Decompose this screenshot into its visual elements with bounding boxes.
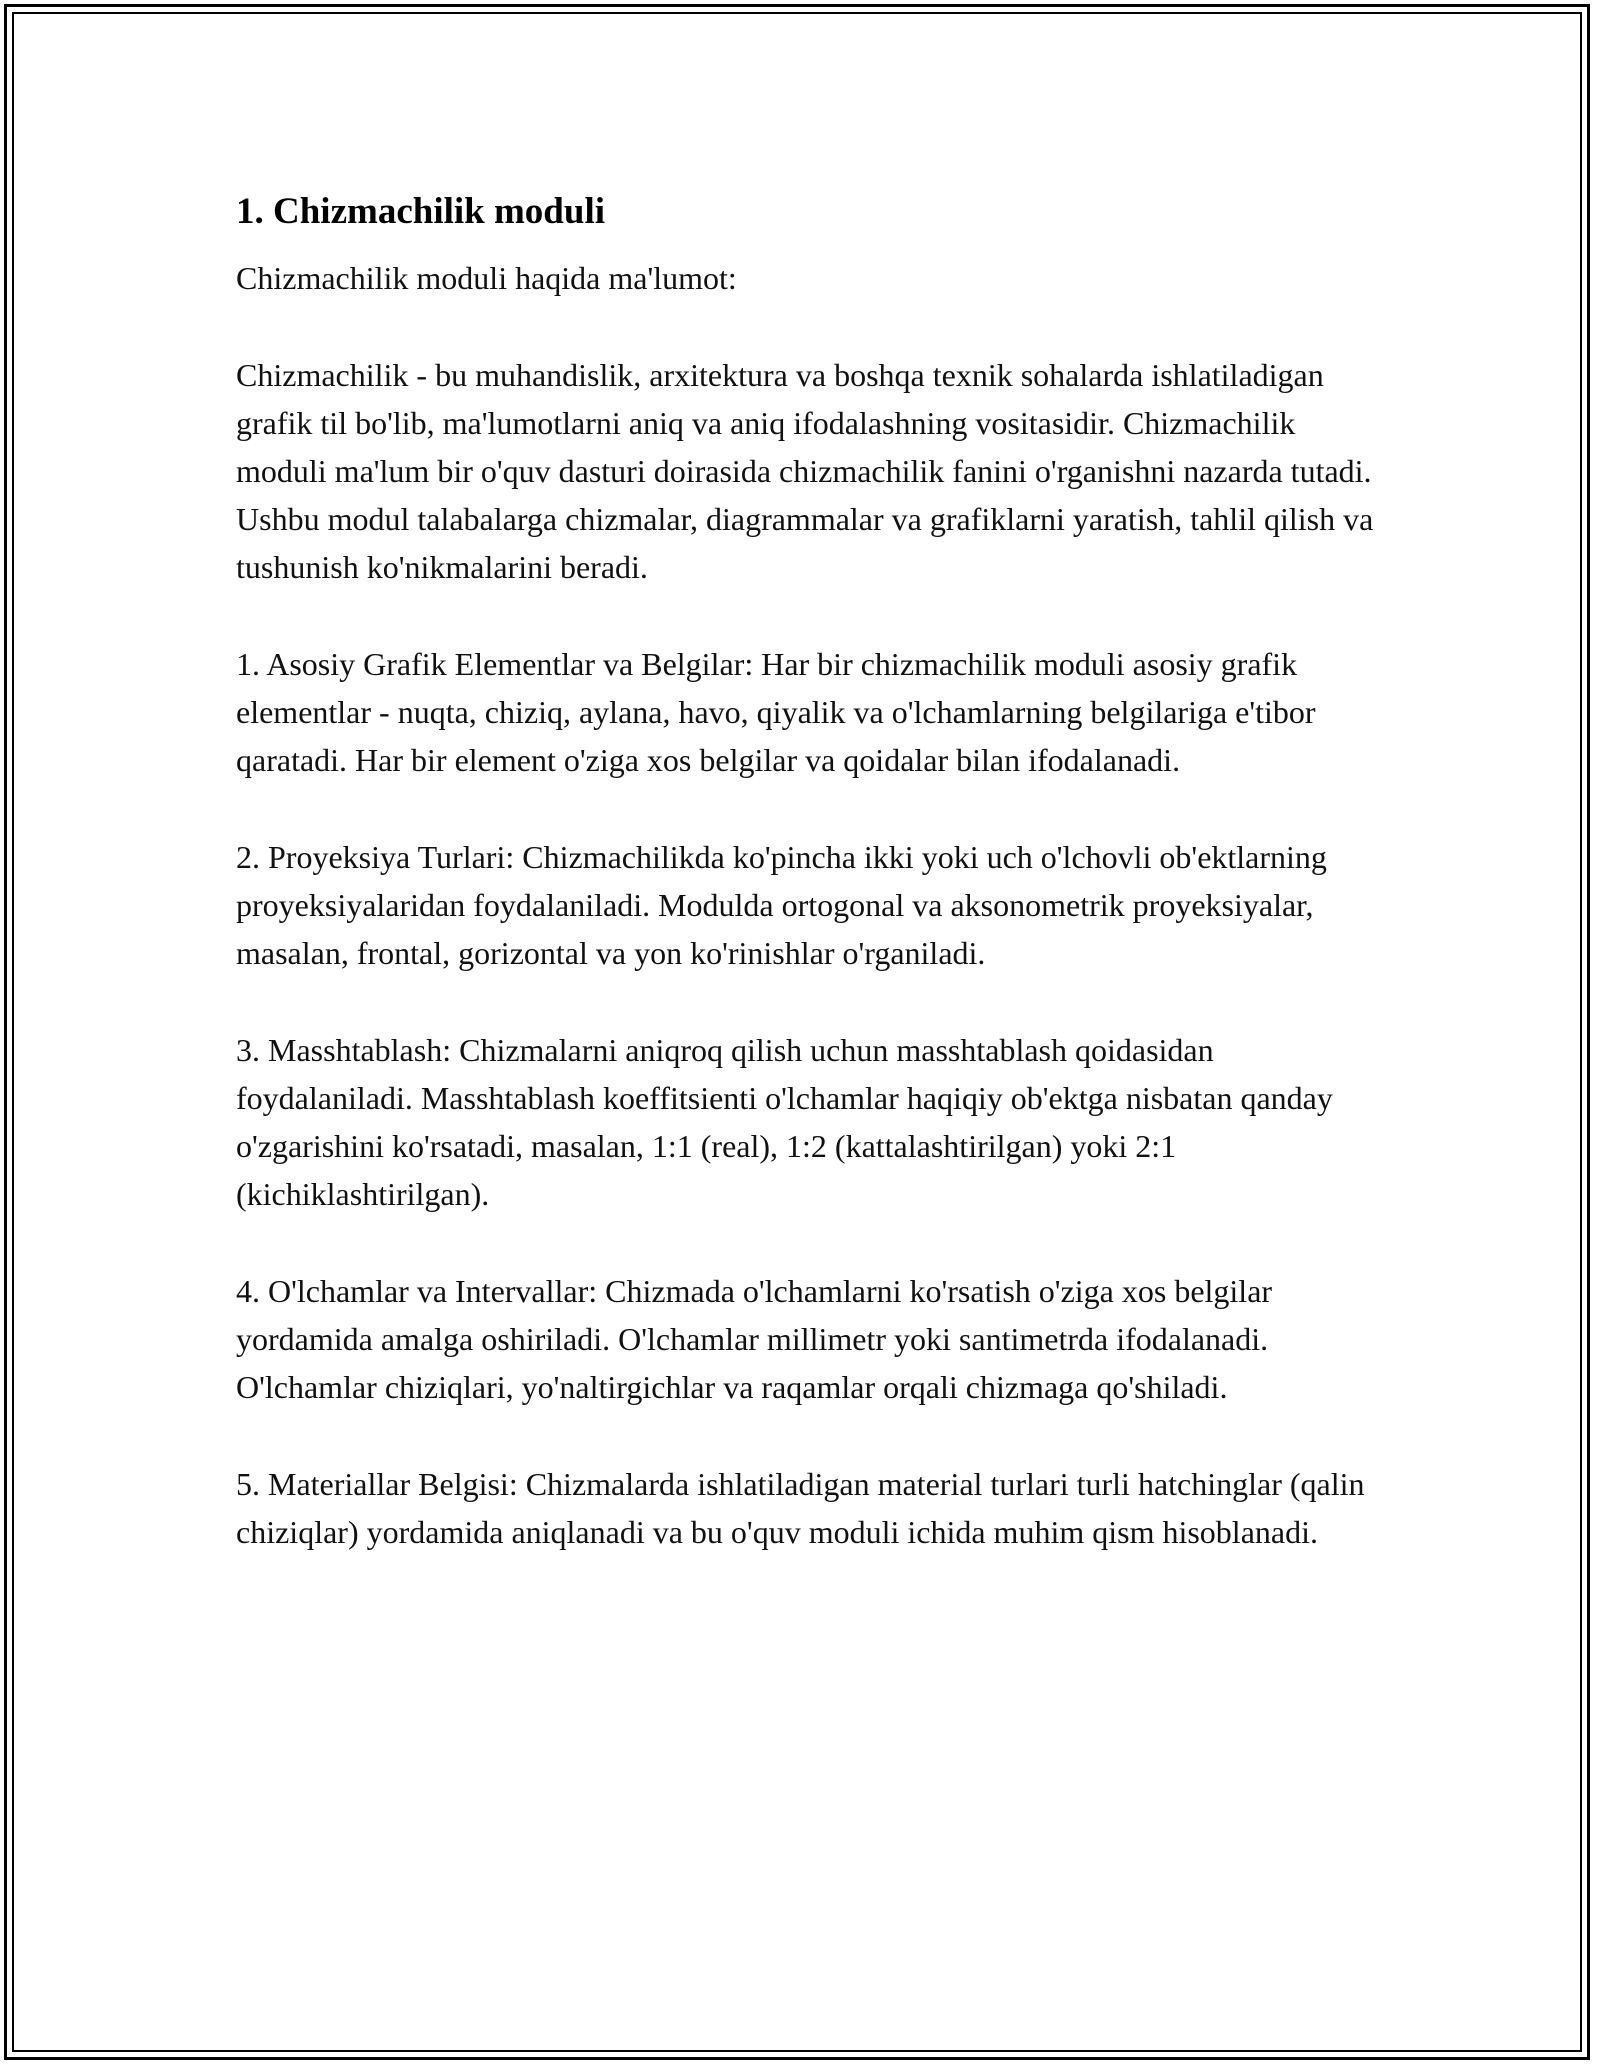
list-item: 1. Asosiy Grafik Elementlar va Belgilar: Har bir chizmachilik moduli asosiy grafik elementlar - nuqta, chiziq, aylana, havo, qiyalik va o'lchamlarning belgilariga e'tibor qaratadi. Har bir element o'ziga xos belgilar va qoidalar bilan ifodalanadi. — [236, 646, 1316, 778]
list-item: 4. O'lchamlar va Intervallar: Chizmada o'lchamlarni ko'rsatish o'ziga xos belgilar yordamida amalga oshiriladi. O'lchamlar millimetr yoki santimetrda ifodalanadi. O'lchamlar chiziqlari, yo'naltirgichlar va raqamlar orqali chizmaga qo'shiladi. — [236, 1273, 1273, 1405]
definition-paragraph: Chizmachilik - bu muhandislik, arxitektura va boshqa texnik sohalarda ishlatiladigan grafik til bo'lib, ma'lumotlarni aniq va aniq ifodalashning vositasidir. Chizmachilik moduli ma'lum bir o'quv dasturi doirasida chizmachilik fanini o'rganishni nazarda tutadi. Ushbu modul talabalarga chizmalar, diagrammalar va grafiklarni yaratish, tahlil qilish va tushunish ko'nikmalarini beradi. — [236, 357, 1374, 585]
list-item: 5. Materiallar Belgisi: Chizmalarda ishlatiladigan material turlari turli hatchinglar (qalin chiziqlar) yordamida aniqlanadi va bu o'quv moduli ichida muhim qism hisoblanadi. — [236, 1466, 1365, 1550]
intro-text: Chizmachilik moduli haqida ma'lumot: — [236, 260, 737, 296]
document-body — [236, 186, 1386, 1605]
document-title: 1. Chizmachilik moduli — [236, 191, 606, 232]
list-item: 3. Masshtablash: Chizmalarni aniqroq qilish uchun masshtablash qoidasidan foydalaniladi. Masshtablash koeffitsienti o'lchamlar haqiqiy ob'ektga nisbatan qanday o'zgarishini ko'rsatadi, masalan, 1:1 (real), 1:2 (kattalashtirilgan) yoki 2:1 (kichiklashtirilgan). — [236, 1032, 1333, 1212]
list-item: 2. Proyeksiya Turlari: Chizmachilikda ko'pincha ikki yoki uch o'lchovli ob'ektlarning proyeksiyalaridan foydalaniladi. Modulda ortogonal va aksonometrik proyeksiyalar, masalan, frontal, gorizontal va yon ko'rinishlar o'rganiladi. — [236, 839, 1327, 971]
